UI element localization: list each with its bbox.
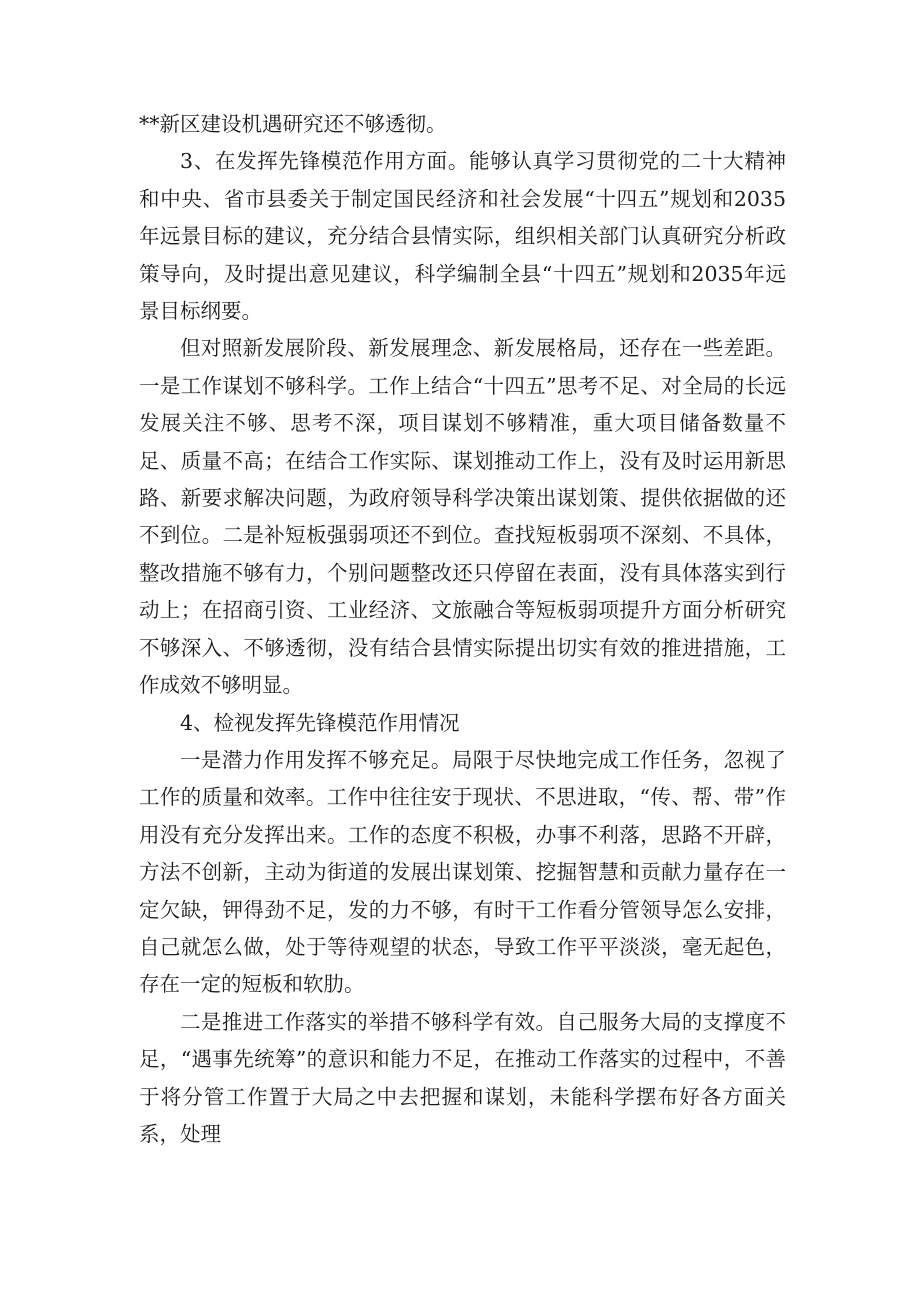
document-body [139, 106, 786, 1153]
section-4-heading: 4、检视发挥先锋模范作用情况 [180, 710, 460, 735]
section-3-paragraph: 3、在发挥先锋模范作用方面。能够认真学习贯彻党的二十大精神和中央、省市县委关于制定国民经济和社会发展“十四五”规划和2035年远景目标的建议，充分结合县情实际，组织相关部门认真研究分析政策导向，及时提出意见建议，科学编制全县“十四五”规划和2035年远景目标纲要。 [139, 149, 786, 324]
paragraph-continuation: **新区建设机遇研究还不够透彻。 [139, 112, 447, 136]
issue-two-paragraph: 二是推进工作落实的举措不够科学有效。自己服务大局的支撑度不足，“遇事先统筹”的意识和能力不足，在推动工作落实的过程中，不善于将分管工作置于大局之中去把握和谋划，未能科学摆布好各方面关系，处理 [139, 1009, 786, 1146]
issue-one-paragraph: 一是潜力作用发挥不够充足。局限于尽快地完成工作任务，忽视了工作的质量和效率。工作中往往安于现状、不思进取，“传、帮、带”作用没有充分发挥出来。工作的态度不积极，办事不利落，思路不开辟，方法不创新，主动为街道的发展出谋划策、挖掘智慧和贡献力量存在一定欠缺，钾得劲不足，发的力不够，有时干工作看分管领导怎么安排，自己就怎么做，处于等待观望的状态，导致工作平平淡淡，毫无起色，存在一定的短板和软肋。 [139, 747, 786, 997]
shortcomings-paragraph: 但对照新发展阶段、新发展理念、新发展格局，还存在一些差距。一是工作谋划不够科学。工作上结合“十四五”思考不足、对全局的长远发展关注不够、思考不深，项目谋划不够精准，重大项目储备数量不足、质量不高；在结合工作实际、谋划推动工作上，没有及时运用新思路、新要求解决问题，为政府领导科学决策出谋划策、提供依据做的还不到位。二是补短板强弱项还不到位。查找短板弱项不深刻、不具体，整改措施不够有力，个别问题整改还只停留在表面，没有具体落实到行动上；在招商引资、工业经济、文旅融合等短板弱项提升方面分析研究不够深入、不够透彻，没有结合县情实际提出切实有效的推进措施，工作成效不够明显。 [139, 336, 786, 698]
